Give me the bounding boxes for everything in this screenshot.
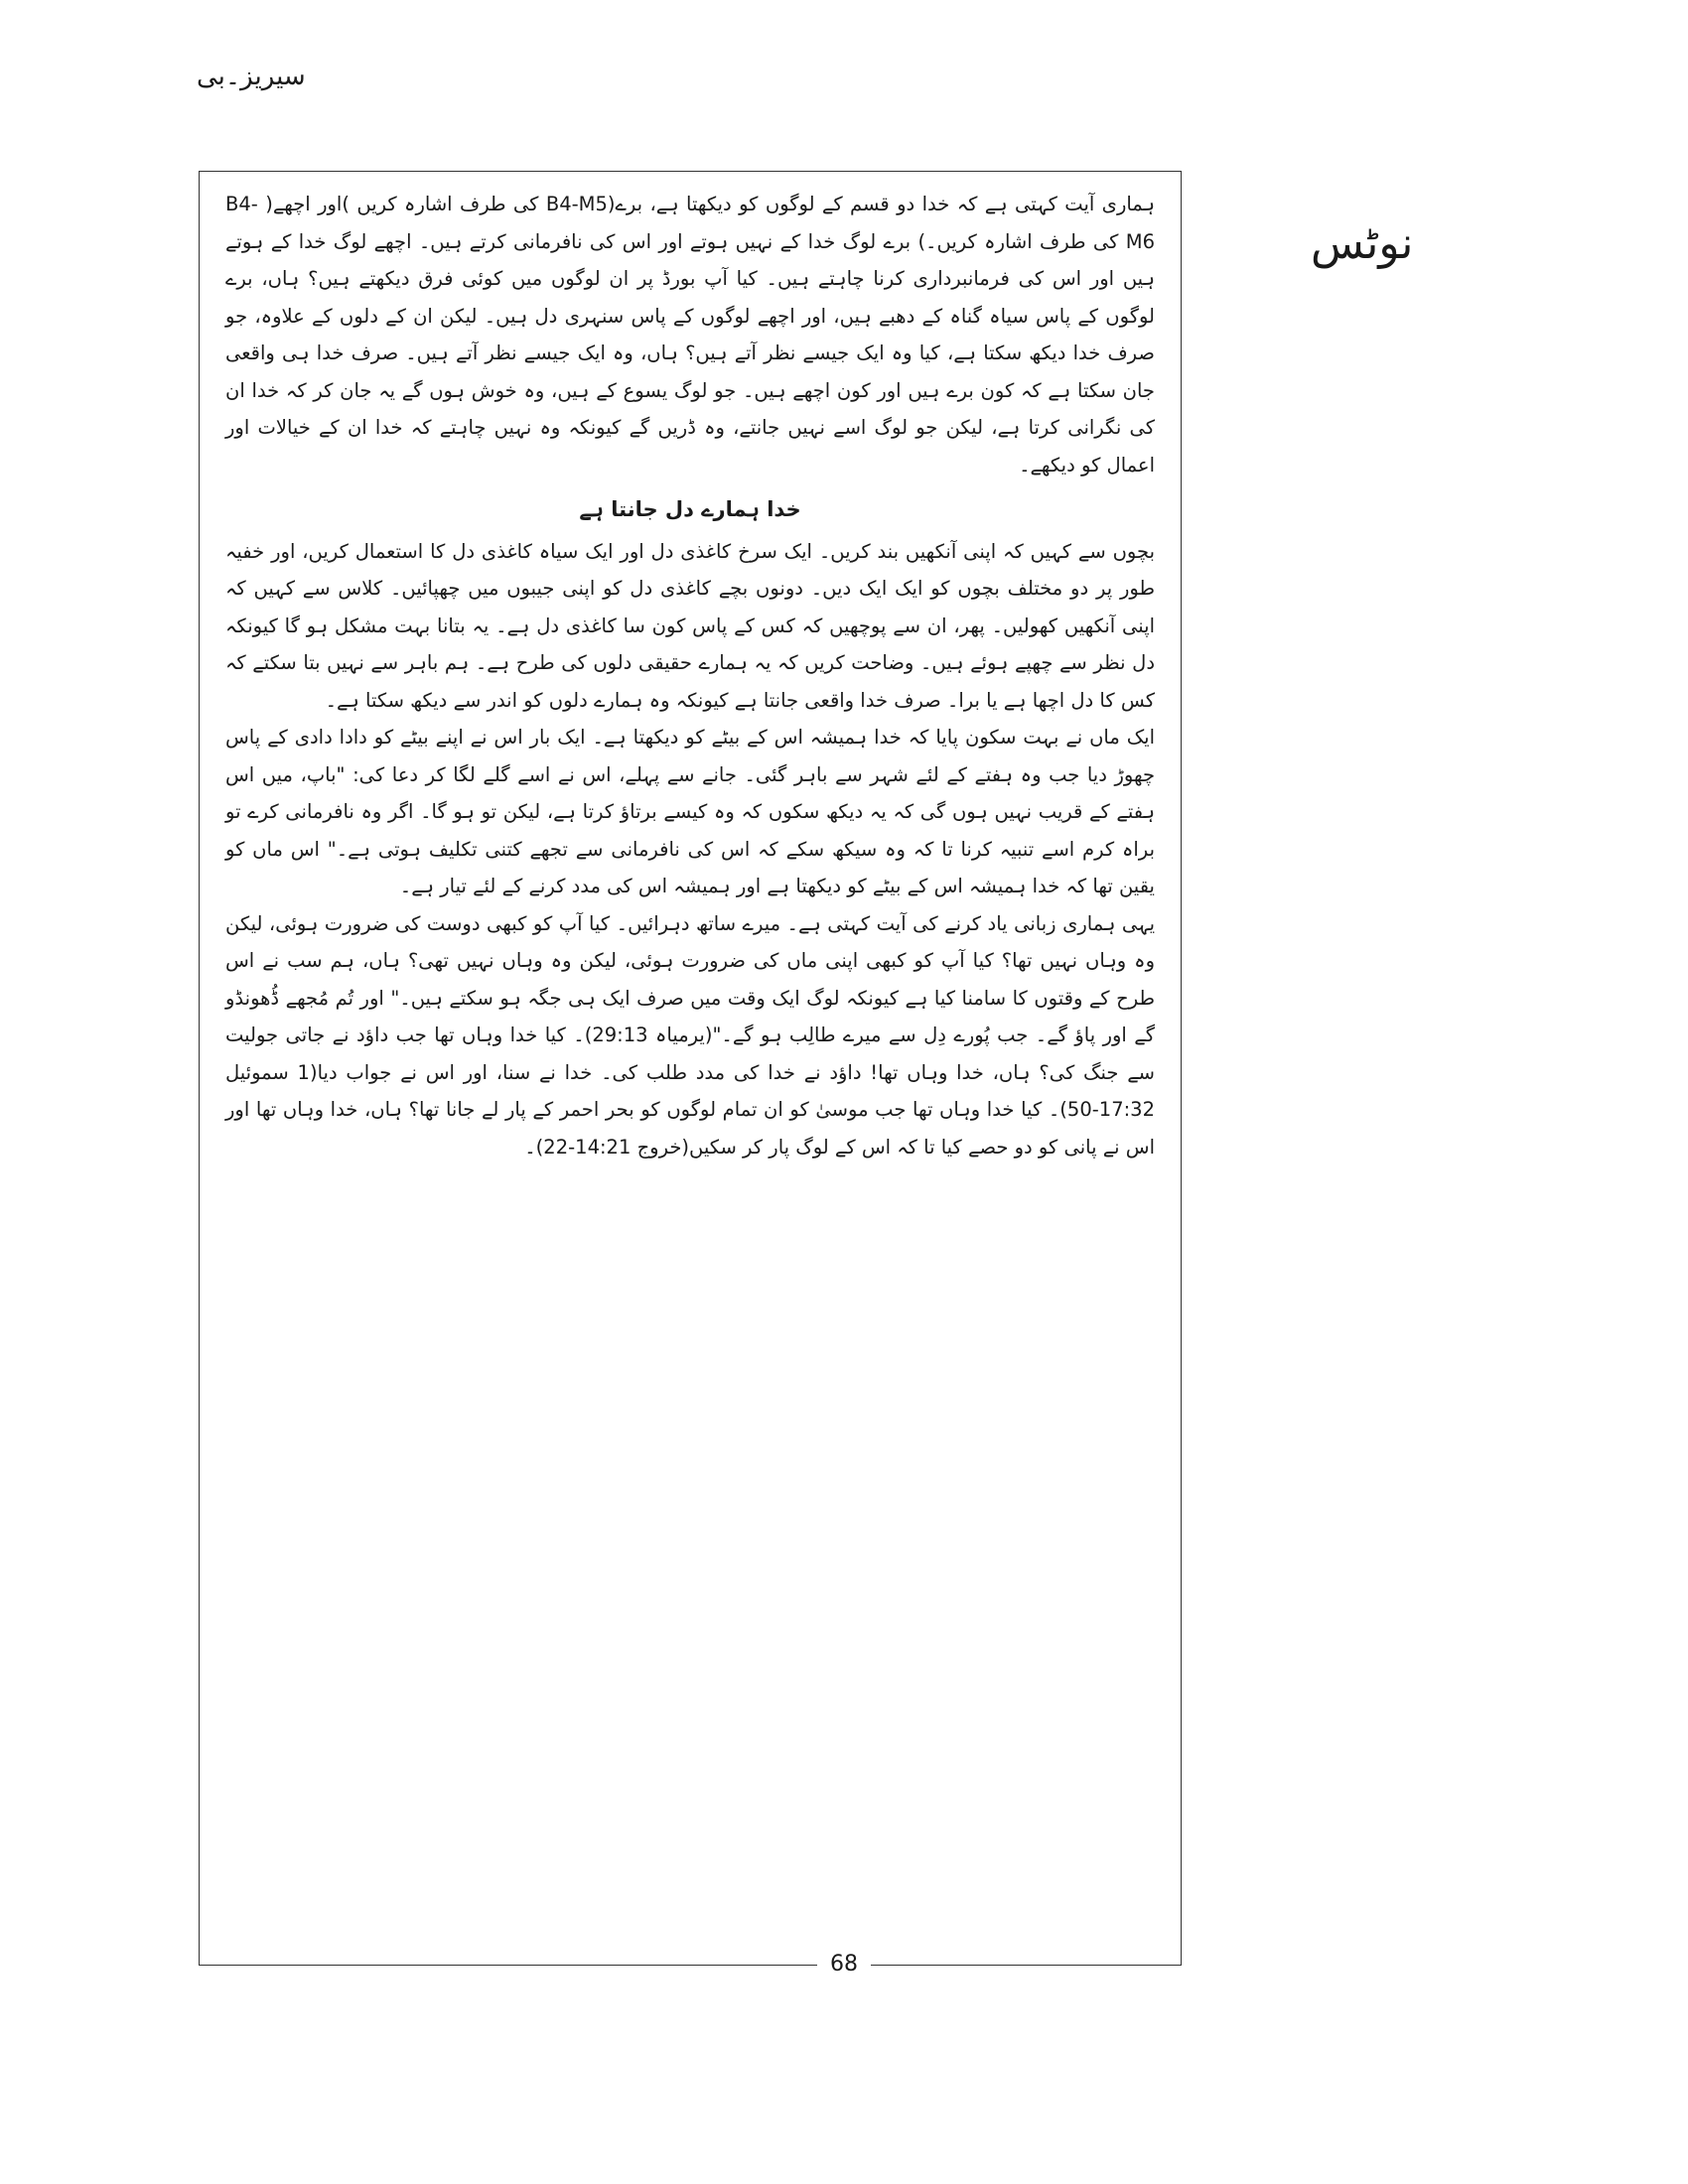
paragraph-4: یہی ہماری زبانی یاد کرنے کی آیت کہتی ہے۔ میرے ساتھ دہرائیں۔ کیا آپ کو کبھی دوست کی ضرورت ہوئی، لیکن وہ وہاں نہیں تھا؟ کیا آپ کو کبھی اپنی ماں کی ضرورت ہوئی، لیکن وہ وہاں نہیں تھی؟ ہاں، ہم سب نے اس طرح کے وقتوں کا سامنا کیا ہے کیونکہ لوگ ایک وقت میں صرف ایک ہی جگہ ہو سکتے ہیں۔" اور تُم مُجھے ڈُھونڈو گے اور پاؤ گے۔ جب پُورے دِل سے میرے طالِب ہو گے۔"(یرمیاہ 29:13)۔ کیا خدا وہاں تھا جب داؤد نے جاتی جولیت سے جنگ کی؟ ہاں، خدا وہاں تھا! داؤد نے خدا کی مدد طلب کی۔ خدا نے سنا، اور اس نے جواب دیا(1 سموئیل 17:32-50)۔ کیا خدا وہاں تھا جب موسیٰ کو ان تمام لوگوں کو بحر احمر کے پار لے جانا تھا؟ ہاں، خدا وہاں تھا اور اس نے پانی کو دو حصے کیا تا کہ اس کے لوگ پار کر سکیں(خروج 14:21-22)۔: [225, 911, 1155, 1159]
paragraph-1: ہماری آیت کہتی ہے کہ خدا دو قسم کے لوگوں کو دیکھتا ہے، برے(B4-M5 کی طرف اشارہ کریں )اور اچھے( B4-M6 کی طرف اشارہ کریں۔) برے لوگ خدا کے نہیں ہوتے اور اس کی نافرمانی کرتے ہیں۔ اچھے لوگ خدا کے ہوتے ہیں اور اس کی فرمانبرداری کرنا چاہتے ہیں۔ کیا آپ بورڈ پر ان لوگوں میں کوئی فرق دیکھتے ہیں؟ ہاں، برے لوگوں کے پاس سیاہ گناہ کے دھبے ہیں، اور اچھے لوگوں کے پاس سنہری دل ہیں۔ لیکن ان کے دلوں کے علاوہ، جو صرف خدا دیکھ سکتا ہے، کیا وہ ایک جیسے نظر آتے ہیں؟ ہاں، وہ ایک جیسے نظر آتے ہیں۔ صرف خدا ہی واقعی جان سکتا ہے کہ کون برے ہیں اور کون اچھے ہیں۔ جو لوگ یسوع کے ہیں، وہ خوش ہوں گے یہ جان کر کہ خدا ان کی نگرانی کرتا ہے، لیکن جو لوگ اسے نہیں جانتے، وہ ڈریں گے کیونکہ وہ نہیں چاہتے کہ خدا ان کے خیالات اور اعمال کو دیکھے۔: [225, 193, 1155, 477]
paragraph-2: بچوں سے کہیں کہ اپنی آنکھیں بند کریں۔ ایک سرخ کاغذی دل اور ایک سیاہ کاغذی دل کا استعمال کریں، اور خفیہ طور پر دو مختلف بچوں کو ایک ایک دیں۔ دونوں بچے کاغذی دل کو اپنی جیبوں میں چھپائیں۔ کلاس سے کہیں کہ اپنی آنکھیں کھولیں۔ پھر، ان سے پوچھیں کہ کس کے پاس کون سا کاغذی دل ہے۔ یہ بتانا بہت مشکل ہو گا کیونکہ دل نظر سے چھپے ہوئے ہیں۔ وضاحت کریں کہ یہ ہمارے حقیقی دلوں کی طرح ہے۔ ہم باہر سے نہیں بتا سکتے کہ کس کا دل اچھا ہے یا برا۔ صرف خدا واقعی جانتا ہے کیونکہ وہ ہمارے دلوں کو اندر سے دیکھ سکتا ہے۔: [225, 539, 1155, 712]
page-number: 68: [817, 1952, 871, 1978]
notes-label: نوٹس: [1311, 218, 1414, 269]
content-box: [199, 171, 1182, 1966]
paragraph-3: ایک ماں نے بہت سکون پایا کہ خدا ہمیشہ اس کے بیٹے کو دیکھتا ہے۔ ایک بار اس نے اپنے بیٹے کو دادا دادی کے پاس چھوڑ دیا جب وہ ہفتے کے لئے شہر سے باہر گئی۔ جانے سے پہلے، اس نے اسے گلے لگا کر دعا کی: "باپ، میں اس ہفتے کے قریب نہیں ہوں گی کہ یہ دیکھ سکوں کہ وہ کیسے برتاؤ کرتا ہے، لیکن تو ہو گا۔ اگر وہ نافرمانی کرے تو براہ کرم اسے تنبیہ کرنا تا کہ وہ سیکھ سکے کہ اس کی نافرمانی سے تجھے کتنی تکلیف ہوتی ہے۔" اس ماں کو یقین تھا کہ خدا ہمیشہ اس کے بیٹے کو دیکھتا ہے اور ہمیشہ اس کی مدد کرنے کے لئے تیار ہے۔: [225, 726, 1155, 897]
section-title: خدا ہمارے دل جانتا ہے: [579, 497, 801, 521]
series-label: سیریز۔بی: [197, 62, 306, 91]
